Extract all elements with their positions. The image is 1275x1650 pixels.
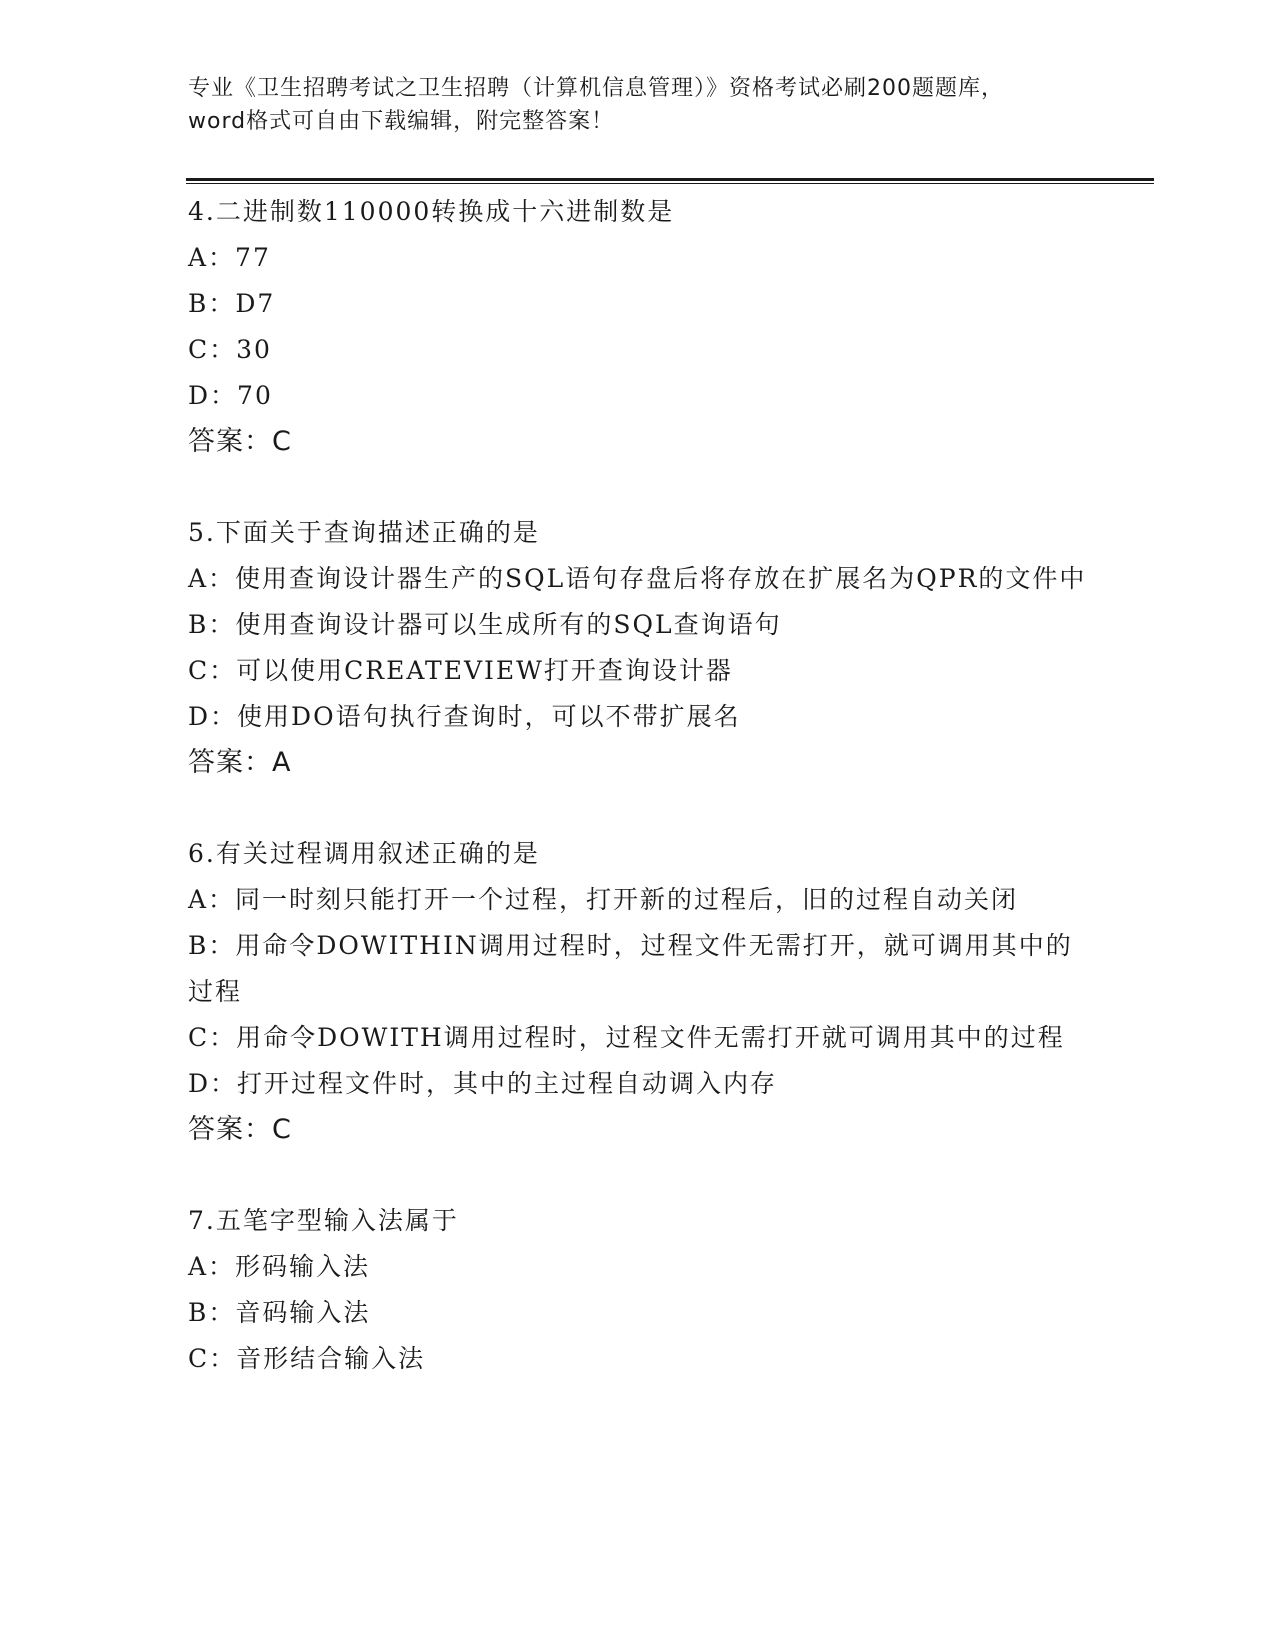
header-line-2: word格式可自由下载编辑，附完整答案！ — [188, 109, 615, 134]
option-a: A：使用查询设计器生产的SQL语句存盘后将存放在扩展名为QPR的文件中 — [188, 564, 1087, 593]
question-item — [188, 189, 1088, 465]
option-b: B：使用查询设计器可以生成所有的SQL查询语句 — [188, 610, 782, 639]
question-stem: 4.二进制数110000转换成十六进制数是 — [188, 197, 675, 226]
option-c: C：30 — [188, 335, 272, 364]
option-d: D：使用DO语句执行查询时，可以不带扩展名 — [188, 702, 741, 731]
question-stem: 5.下面关于查询描述正确的是 — [188, 518, 540, 547]
option-a: A：77 — [188, 243, 271, 272]
header-divider — [186, 178, 1154, 181]
header-line-1: 专业《卫生招聘考试之卫生招聘（计算机信息管理）》资格考试必刷200题题库， — [188, 76, 1004, 101]
option-d: D：70 — [188, 381, 273, 410]
option-b: B：用命令DOWITHIN调用过程时，过程文件无需打开，就可调用其中的过程 — [188, 931, 1073, 1006]
question-stem: 6.有关过程调用叙述正确的是 — [188, 839, 540, 868]
question-item — [188, 1198, 1088, 1382]
spacer — [188, 786, 1088, 831]
question-item — [188, 510, 1088, 786]
question-item — [188, 831, 1088, 1153]
option-c: C：音形结合输入法 — [188, 1344, 426, 1373]
option-c: C：可以使用CREATEVIEW打开查询设计器 — [188, 656, 733, 685]
option-a: A：同一时刻只能打开一个过程，打开新的过程后，旧的过程自动关闭 — [188, 885, 1019, 914]
spacer — [188, 465, 1088, 510]
question-stem: 7.五笔字型输入法属于 — [188, 1206, 459, 1235]
option-d: D：打开过程文件时，其中的主过程自动调入内存 — [188, 1069, 778, 1098]
option-b: B：D7 — [188, 289, 276, 318]
answer-label: 答案：A — [188, 747, 292, 778]
question-list — [188, 189, 1088, 1382]
header-divider-thin — [186, 183, 1154, 184]
option-c: C：用命令DOWITH调用过程时，过程文件无需打开就可调用其中的过程 — [188, 1023, 1065, 1052]
answer-label: 答案：C — [188, 426, 292, 457]
document-header — [188, 72, 1088, 138]
option-a: A：形码输入法 — [188, 1252, 371, 1281]
answer-label: 答案：C — [188, 1114, 292, 1145]
spacer — [188, 1153, 1088, 1198]
option-b: B：音码输入法 — [188, 1298, 371, 1327]
